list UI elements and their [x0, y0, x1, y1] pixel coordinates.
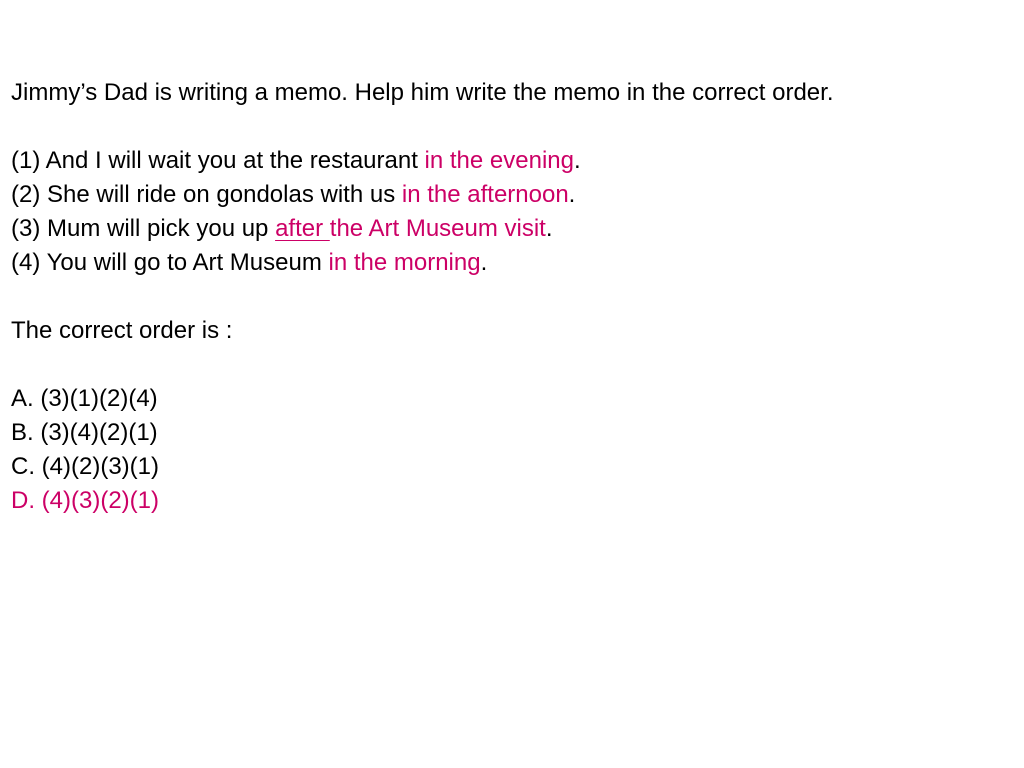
memo-item-time-phrase: the Art Museum visit — [329, 215, 546, 242]
memo-item-time-phrase: in the evening — [424, 147, 574, 174]
answer-prompt: The correct order is : — [11, 317, 233, 344]
memo-item-text: (4) You will go to Art Museum — [11, 249, 329, 276]
spacer — [11, 110, 1016, 144]
option-d-correct-answer: D. (4)(3)(2)(1) — [11, 487, 159, 514]
memo-item-punctuation: . — [480, 249, 488, 276]
memo-item-underlined-word: after — [275, 215, 330, 242]
memo-item-time-phrase: in the afternoon — [401, 181, 569, 208]
memo-item-text: (2) She will ride on gondolas with us — [11, 181, 402, 208]
memo-item-time-phrase: in the morning — [328, 249, 481, 276]
option-a: A. (3)(1)(2)(4) — [11, 385, 158, 412]
memo-item-3 — [11, 212, 1016, 246]
memo-item-punctuation: . — [545, 215, 553, 242]
question-instruction: Jimmy’s Dad is writing a memo. Help him write the memo in the correct order. — [11, 79, 834, 106]
memo-item-punctuation: . — [573, 147, 581, 174]
memo-item-2 — [11, 178, 1016, 212]
memo-item-4 — [11, 246, 1016, 280]
memo-item-1 — [11, 144, 1016, 178]
slide-content — [11, 76, 1016, 518]
memo-item-text: (1) And I will wait you at the restaurant — [11, 147, 425, 174]
memo-item-punctuation: . — [568, 181, 576, 208]
option-c: C. (4)(2)(3)(1) — [11, 453, 159, 480]
option-b: B. (3)(4)(2)(1) — [11, 419, 158, 446]
spacer — [11, 348, 1016, 382]
spacer — [11, 280, 1016, 314]
memo-item-text: (3) Mum will pick you up — [11, 215, 276, 242]
